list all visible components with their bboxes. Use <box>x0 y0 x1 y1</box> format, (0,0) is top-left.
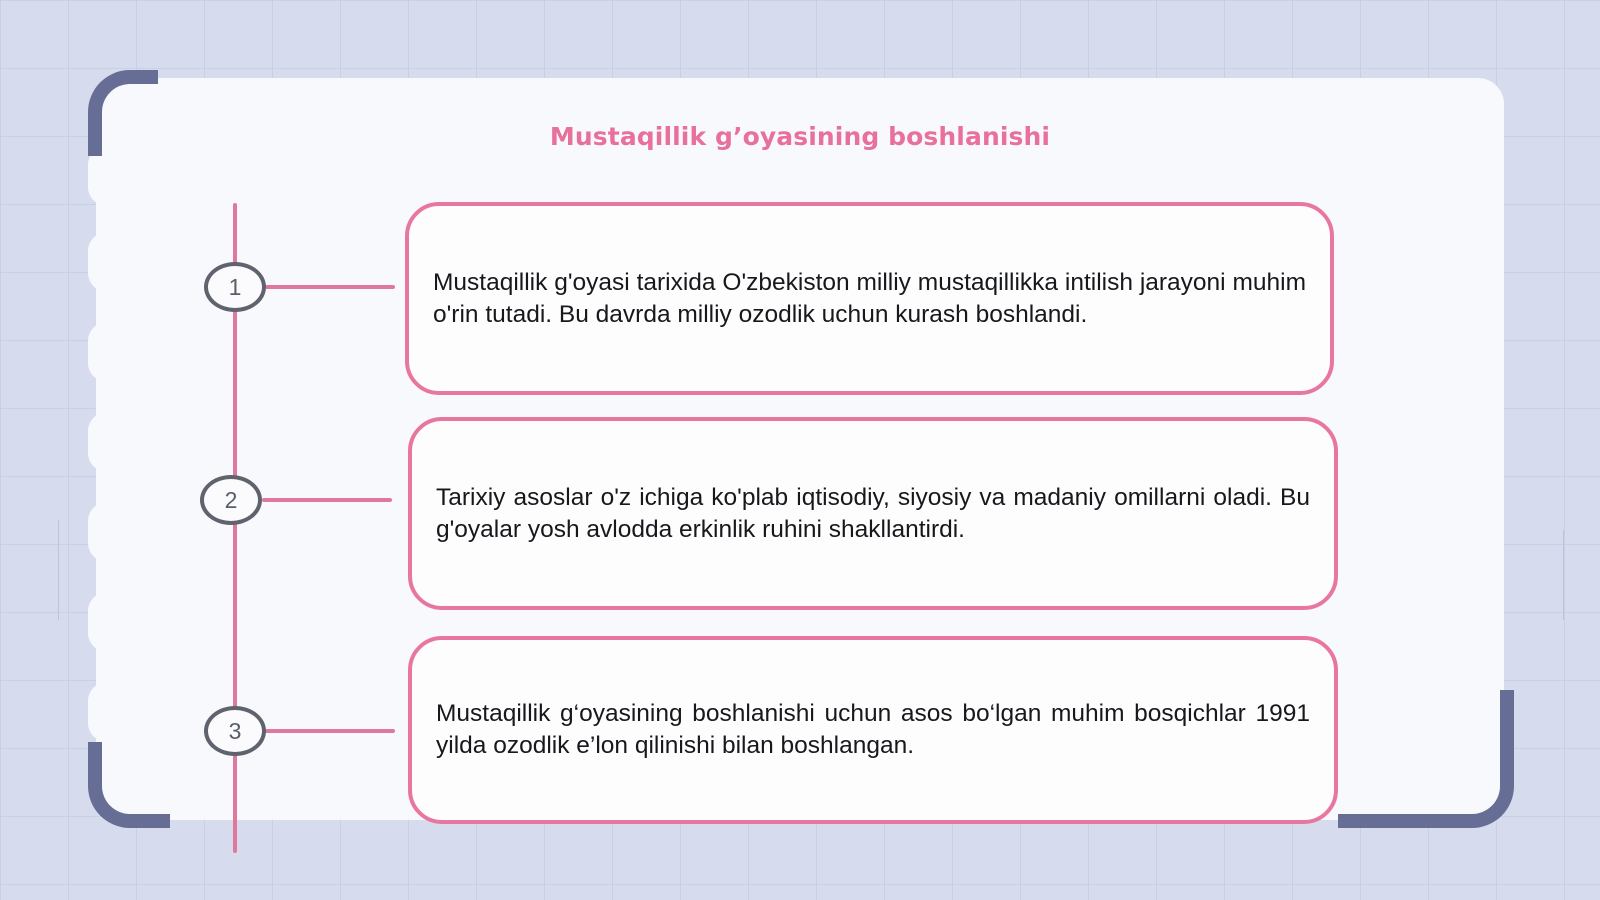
paper-notch <box>88 322 126 382</box>
paper-notch <box>88 682 126 742</box>
timeline-item-box <box>408 636 1338 824</box>
timeline-item-text: Tarixiy asoslar o'z ichiga ko'plab iqtisodiy, siyosiy va madaniy omillarni oladi. Bu g'oyalar yosh avlodda erkinlik ruhini shakllantirdi. <box>436 483 1310 543</box>
background-grid-accent-right <box>1563 530 1564 620</box>
timeline-connector <box>265 285 395 289</box>
step-number: 1 <box>228 273 242 300</box>
slide-title: Mustaqillik g’oyasining boshlanishi <box>549 122 1051 151</box>
frame-corner-bottom-left <box>88 742 170 828</box>
timeline-marker <box>204 706 266 756</box>
paper-notch <box>88 592 126 652</box>
step-number: 3 <box>228 717 242 744</box>
frame-corner-bottom-right <box>1338 690 1514 828</box>
timeline-marker <box>204 262 266 312</box>
timeline-connector <box>265 729 395 733</box>
timeline-item-text: Mustaqillik g‘oyasining boshlanishi uchun asos bo‘lgan muhim bosqichlar 1991 yilda ozodlik e’lon qilinishi bilan boshlangan. <box>436 700 1310 759</box>
paper-notch <box>88 412 126 472</box>
timeline-item-box <box>405 202 1334 395</box>
timeline-connector <box>262 498 392 502</box>
paper-notch <box>88 232 126 292</box>
timeline-item-box <box>408 417 1338 610</box>
background-grid-accent-left <box>58 520 59 620</box>
timeline-marker <box>200 475 262 525</box>
step-number: 2 <box>224 486 238 513</box>
timeline-item-text: Mustaqillik g'oyasi tarixida O'zbekiston milliy mustaqillikka intilish jarayoni muhim o'rin tutadi. Bu davrda milliy ozodlik uchun kurash boshlandi. <box>433 268 1306 328</box>
paper-notch <box>88 502 126 562</box>
